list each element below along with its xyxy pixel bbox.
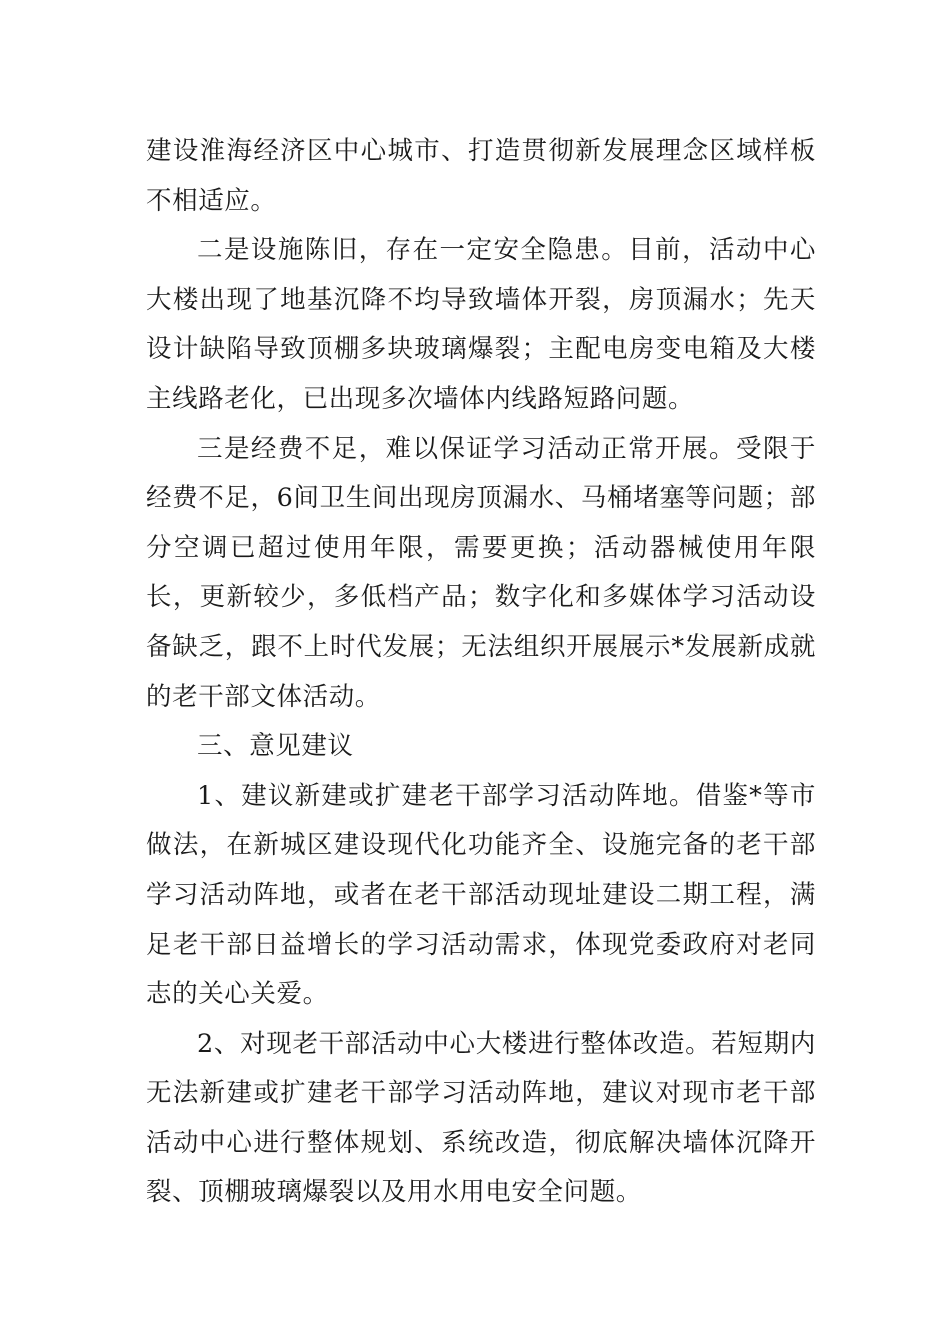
section-heading-suggestions: 三、意见建议 (197, 731, 354, 762)
suggestion-renovation: 2、对现老干部活动中心大楼进行整体改造。若短期内无法新建或扩建老干部学习活动阵地，建议对现市老干部活动中心进行整体规划、系统改造，彻底解决墙体沉降开裂、顶棚玻璃爆裂以及用水用电安全问题。 (146, 1028, 816, 1208)
suggestion-new-base: 1、建议新建或扩建老干部学习活动阵地。借鉴*等市做法，在新城区建设现代化功能齐全、设施完备的老干部学习活动阵地，或者在老干部活动现址建设二期工程，满足老干部日益增长的学习活动需求，体现党委政府对老同志的关心关爱。 (146, 780, 816, 1010)
paragraph-facility-aging: 二是设施陈旧，存在一定安全隐患。目前，活动中心大楼出现了地基沉降不均导致墙体开裂，房顶漏水；先天设计缺陷导致顶棚多块玻璃爆裂；主配电房变电箱及大楼主线路老化，已出现多次墙体内线路短路问题。 (146, 235, 816, 414)
paragraph-continuation: 建设淮海经济区中心城市、打造贯彻新发展理念区域样板不相适应。 (146, 136, 816, 216)
paragraph-funding-shortage: 三是经费不足，难以保证学习活动正常开展。受限于经费不足，6间卫生间出现房顶漏水、马桶堵塞等问题；部分空调已超过使用年限，需要更换；活动器械使用年限长，更新较少，多低档产品；数字化和多媒体学习活动设备缺乏，跟不上时代发展；无法组织开展展示*发展新成就的老干部文体活动。 (146, 433, 816, 712)
document-body (146, 127, 816, 1218)
